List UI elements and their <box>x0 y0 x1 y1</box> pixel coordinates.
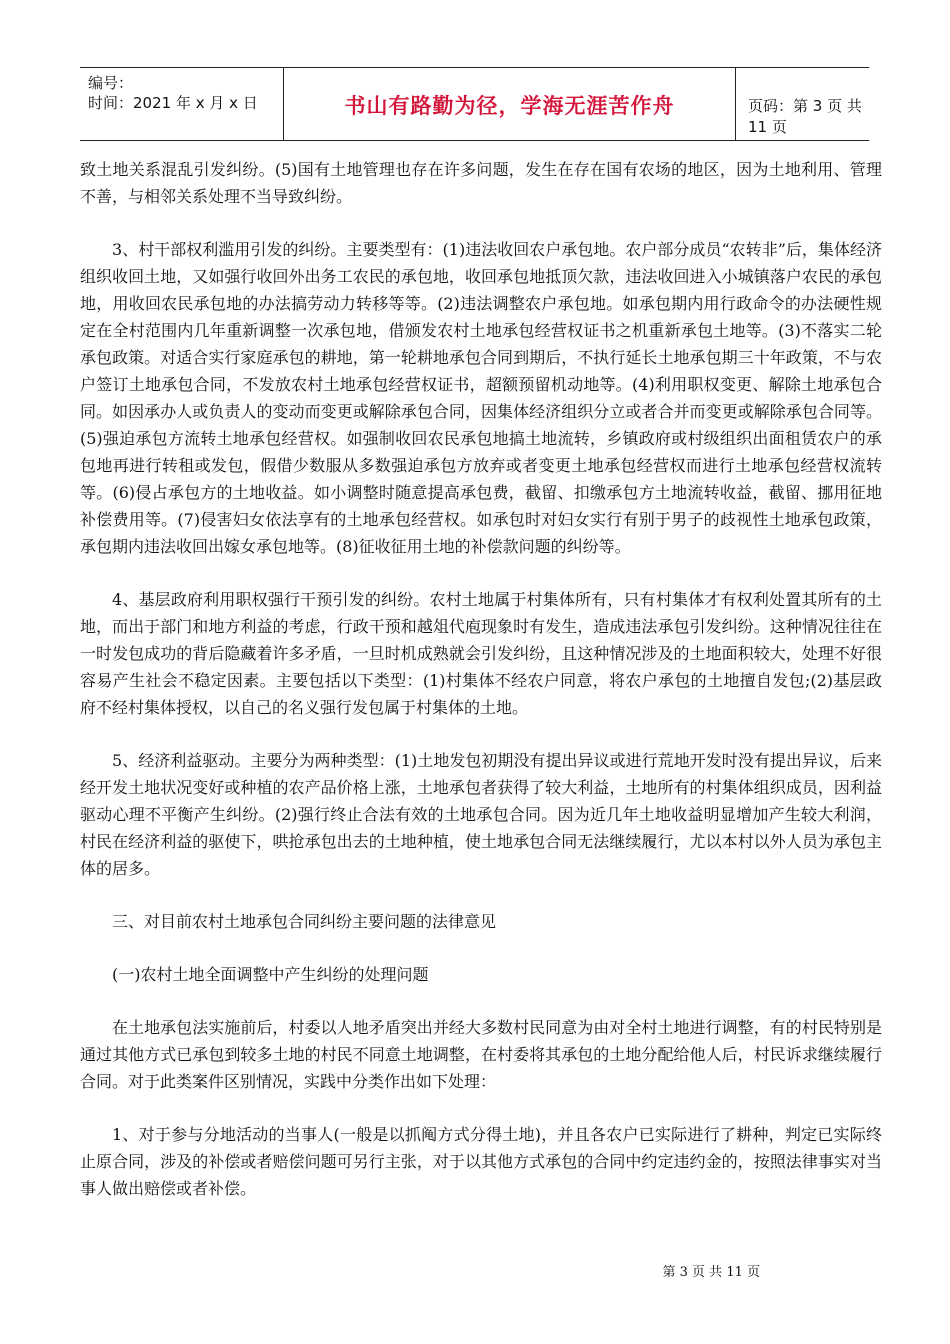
header-page-info: 页码：第 3 页 共 11 页 <box>748 97 862 136</box>
body-paragraph: 4、基层政府利用职权强行干预引发的纠纷。农村土地属于村集体所有，只有村集体才有权利处置其所有的土地，而出于部门和地方利益的考虑，行政干预和越俎代庖现象时有发生，造成违法承包引发纠纷。这种情况往往在一时发包成功的背后隐藏着许多矛盾，一旦时机成熟就会引发纠纷，且这种情况涉及的土地面积较大，处理不好很容易产生社会不稳定因素。主要包括以下类型：(1)村集体不经农户同意，将农户承包的土地擅自发包;(2)基层政府不经村集体授权，以自己的名义强行发包属于村集体的土地。 <box>80 590 882 717</box>
body-paragraph: 致土地关系混乱引发纠纷。(5)国有土地管理也存在许多问题，发生在存在国有农场的地区，因为土地利用、管理不善，与相邻关系处理不当导致纠纷。 <box>80 160 882 206</box>
body-paragraph: 3、村干部权利滥用引发的纠纷。主要类型有：(1)违法收回农户承包地。农户部分成员“农转非”后，集体经济组织收回土地，又如强行收回外出务工农民的承包地，收回承包地抵顶欠款，违法收回进入小城镇落户农民的承包地，用收回农民承包地的办法搞劳动力转移等等。(2)违法调整农户承包地。如承包期内用行政命令的办法硬性规定在全村范围内几年重新调整一次承包地，借颁发农村土地承包经营权证书之机重新承包土地等。(3)不落实二轮承包政策。对适合实行家庭承包的耕地，第一轮耕地承包合同到期后，不执行延长土地承包期三十年政策，不与农户签订土地承包合同，不发放农村土地承包经营权证书，超额预留机动地等。(4)利用职权变更、解除土地承包合同。如因承办人或负责人的变动而变更或解除承包合同，因集体经济组织分立或者合并而变更或解除承包合同等。(5)强迫承包方流转土地承包经营权。如强制收回农民承包地搞土地流转，乡镇政府或村级组织出面租赁农户的承包地再进行转租或发包，假借少数服从多数强迫承包方放弃或者变更土地承包经营权而进行土地承包经营权流转等。(6)侵占承包方的土地收益。如小调整时随意提高承包费，截留、扣缴承包方土地流转收益，截留、挪用征地补偿费用等。(7)侵害妇女依法享有的土地承包经营权。如承包时对妇女实行有别于男子的歧视性土地承包政策，承包期内违法收回出嫁女承包地等。(8)征收征用土地的补偿款问题的纠纷等。 <box>80 240 882 556</box>
header-meta-cell <box>80 68 284 140</box>
document-time-label: 时间：2021 年 x 月 x 日 <box>88 94 258 112</box>
page-footer: 第 3 页 共 11 页 <box>662 1265 760 1280</box>
subsection-heading: (一)农村土地全面调整中产生纠纷的处理问题 <box>112 965 429 984</box>
header-motto-cell <box>284 68 736 140</box>
body-paragraph: 5、经济利益驱动。主要分为两种类型：(1)土地发包初期没有提出异议或进行荒地开发时没有提出异议，后来经开发土地状况变好或种植的农产品价格上涨，土地承包者获得了较大利益，土地所有的村集体组织成员，因利益驱动心理不平衡产生纠纷。(2)强行终止合法有效的土地承包合同。因为近几年土地收益明显增加产生较大利润，村民在经济利益的驱使下，哄抢承包出去的土地种植，使土地承包合同无法继续履行，尤以本村以外人员为承包主体的居多。 <box>80 751 882 878</box>
body-paragraph: 在土地承包法实施前后，村委以人地矛盾突出并经大多数村民同意为由对全村土地进行调整，有的村民特别是通过其他方式已承包到较多土地的村民不同意土地调整，在村委将其承包的土地分配给他人后，村民诉求继续履行合同。对于此类案件区别情况，实践中分类作出如下处理： <box>80 1018 882 1091</box>
header-table <box>80 67 869 141</box>
document-number-label: 编号： <box>88 74 134 92</box>
body-paragraph: 1、对于参与分地活动的当事人(一般是以抓阄方式分得土地)，并且各农户已实际进行了耕种，判定已实际终止原合同，涉及的补偿或者赔偿问题可另行主张，对于以其他方式承包的合同中约定违约金的，按照法律事实对当事人做出赔偿或者补偿。 <box>80 1125 882 1198</box>
header-motto: 书山有路勤为径，学海无涯苦作舟 <box>344 94 675 118</box>
section-heading: 三、对目前农村土地承包合同纠纷主要问题的法律意见 <box>112 912 497 931</box>
document-body <box>80 156 882 1228</box>
header-page-cell <box>736 68 869 140</box>
